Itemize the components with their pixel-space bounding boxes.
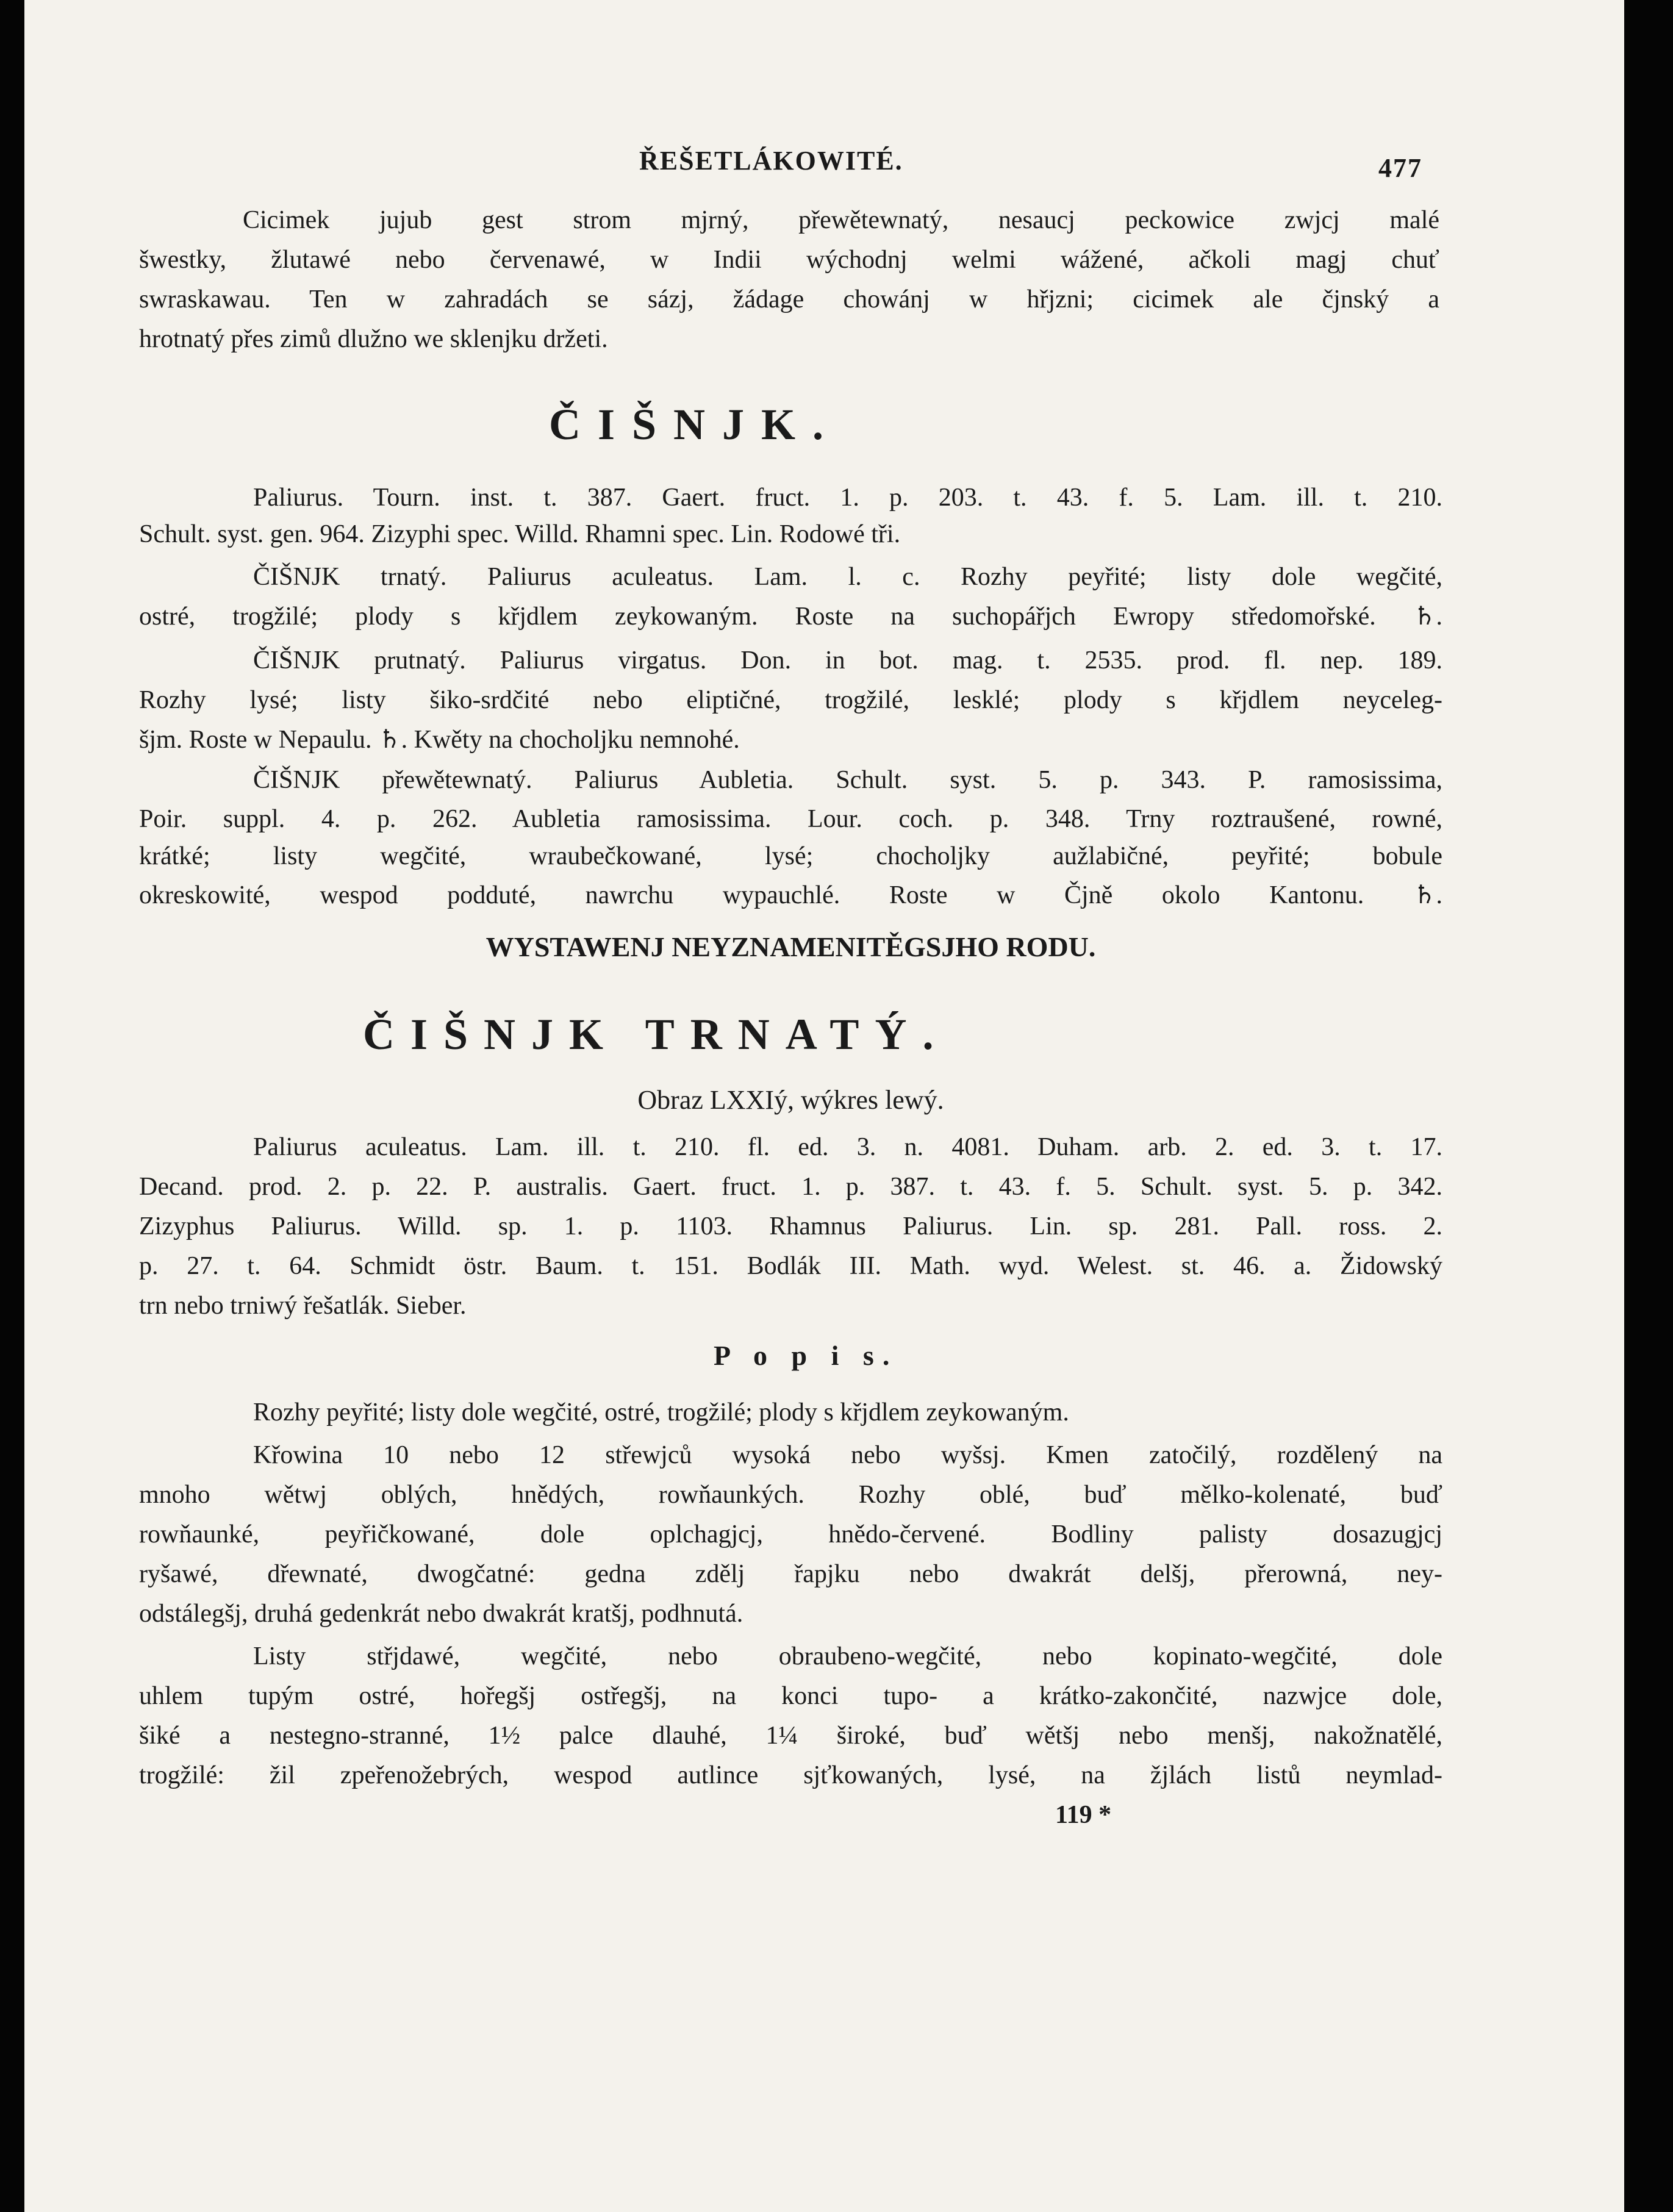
page-number: 477 xyxy=(1378,153,1422,183)
text-line: ČIŠNJK prutnatý. Paliurus virgatus. Don. in bot. mag. t. 2535. prod. fl. nep. 189. xyxy=(253,646,1442,675)
text-line: Rozhy peyřité; listy dole wegčité, ostré, trogžilé; plody s křjdlem zeykowaným. xyxy=(253,1398,1069,1426)
text-line: Decand. prod. 2. p. 22. P. australis. Gaert. fruct. 1. p. 387. t. 43. f. 5. Schult. syst. 5. p. 342. xyxy=(139,1173,1442,1201)
text-line: šjm. Roste w Nepaulu. ♄. Kwěty na chocholjku nemnohé. xyxy=(139,726,740,754)
text-line: krátké; listy wegčité, wraubečkowané, lysé; chocholjky aužlabičné, peyřité; bobule xyxy=(139,842,1442,870)
text-line: Cicimek jujub gest strom mjrný, přewětewnatý, nesaucj peckowice zwjcj malé xyxy=(243,206,1439,234)
text-line: trn nebo trniwý řešatlák. Sieber. xyxy=(139,1292,467,1320)
text-line: p. 27. t. 64. Schmidt östr. Baum. t. 151. Bodlák III. Math. wyd. Welest. st. 46. a. Židowský xyxy=(139,1252,1442,1280)
text-line: swraskawau. Ten w zahradách se sázj, žádage chowánj w hřjzni; cicimek ale čjnský a xyxy=(139,285,1439,313)
text-line: Poir. suppl. 4. p. 262. Aubletia ramosissima. Lour. coch. p. 348. Trny roztraušené, rowné, xyxy=(139,805,1442,833)
book-page xyxy=(24,0,1649,2212)
section-heading: WYSTAWENJ NEYZNAMENITĚGSJHO RODU. xyxy=(485,931,1096,962)
text-line: okreskowité, wespod podduté, nawrchu wypauchlé. Roste w Čjně okolo Kantonu. ♄. xyxy=(139,881,1442,909)
text-line: Rozhy lysé; listy šiko-srdčité nebo eliptičné, trogžilé, lesklé; plody s křjdlem neyceleg- xyxy=(139,686,1442,714)
text-line: hrotnatý přes zimů dlužno we sklenjku držeti. xyxy=(139,325,608,353)
text-line: šiké a nestegno-stranné, 1½ palce dlauhé, 1¼ široké, buď wětšj nebo menšj, nakožnatělé, xyxy=(139,1722,1442,1750)
text-line: Zizyphus Paliurus. Willd. sp. 1. p. 1103. Rhamnus Paliurus. Lin. sp. 281. Pall. ross. 2. xyxy=(139,1212,1442,1240)
text-line: ČIŠNJK trnatý. Paliurus aculeatus. Lam. l. c. Rozhy peyřité; listy dole wegčité, xyxy=(253,563,1442,591)
text-line: ČIŠNJK přewětewnatý. Paliurus Aubletia. Schult. syst. 5. p. 343. P. ramosissima, xyxy=(253,766,1442,794)
plate-reference: Obraz LXXIý, wýkres lewý. xyxy=(637,1085,944,1115)
text-line: rowňaunké, peyřičkowané, dole oplchagjcj, hnědo-červené. Bodliny palisty dosazugjcj xyxy=(139,1520,1442,1548)
text-line: ostré, trogžilé; plody s křjdlem zeykowaným. Roste na suchopářjch Ewropy středomořské. ♄. xyxy=(139,603,1442,631)
text-line: Listy střjdawé, wegčité, nebo obraubeno-wegčité, nebo kopinato-wegčité, dole xyxy=(253,1642,1442,1670)
text-line: odstálegšj, druhá gedenkrát nebo dwakrát kratšj, podhnutá. xyxy=(139,1600,743,1628)
running-title: ŘEŠETLÁKOWITÉ. xyxy=(639,146,903,176)
text-line: trogžilé: žil zpeřenožebrých, wespod autlince sjťkowaných, lysé, na žjlách listů neymlad- xyxy=(139,1761,1442,1789)
text-line: uhlem tupým ostré, hořegšj ostřegšj, na konci tupo- a krátko-zakončité, nazwjce dole, xyxy=(139,1682,1442,1710)
text-line: mnoho wětwj oblých, hnědých, rowňaunkých. Rozhy oblé, buď mělko-kolenaté, buď xyxy=(139,1481,1442,1509)
text-line: Schult. syst. gen. 964. Zizyphi spec. Willd. Rhamni spec. Lin. Rodowé tři. xyxy=(139,520,901,548)
text-line: šwestky, žlutawé nebo červenawé, w Indii wýchodnj welmi wážené, ačkoli magj chuť xyxy=(139,246,1439,274)
text-line: ryšawé, dřewnaté, dwogčatné: gedna zdělj řapjku nebo dwakrát delšj, přerowná, ney- xyxy=(139,1560,1442,1588)
text-line: Paliurus. Tourn. inst. t. 387. Gaert. fruct. 1. p. 203. t. 43. f. 5. Lam. ill. t. 210. xyxy=(253,484,1442,512)
text-line: Paliurus aculeatus. Lam. ill. t. 210. fl. ed. 3. n. 4081. Duham. arb. 2. ed. 3. t. 17. xyxy=(253,1133,1442,1161)
species-heading: ČIŠNJK TRNATÝ. xyxy=(363,1010,950,1059)
description-heading: P o p i s. xyxy=(714,1340,898,1371)
scan-border xyxy=(1624,0,1649,2212)
genus-title: ČIŠNJK. xyxy=(549,400,841,449)
signature-mark: 119 * xyxy=(1055,1801,1112,1829)
text-line: Křowina 10 nebo 12 střewjců wysoká nebo wyšsj. Kmen zatočilý, rozdělený na xyxy=(253,1441,1442,1469)
